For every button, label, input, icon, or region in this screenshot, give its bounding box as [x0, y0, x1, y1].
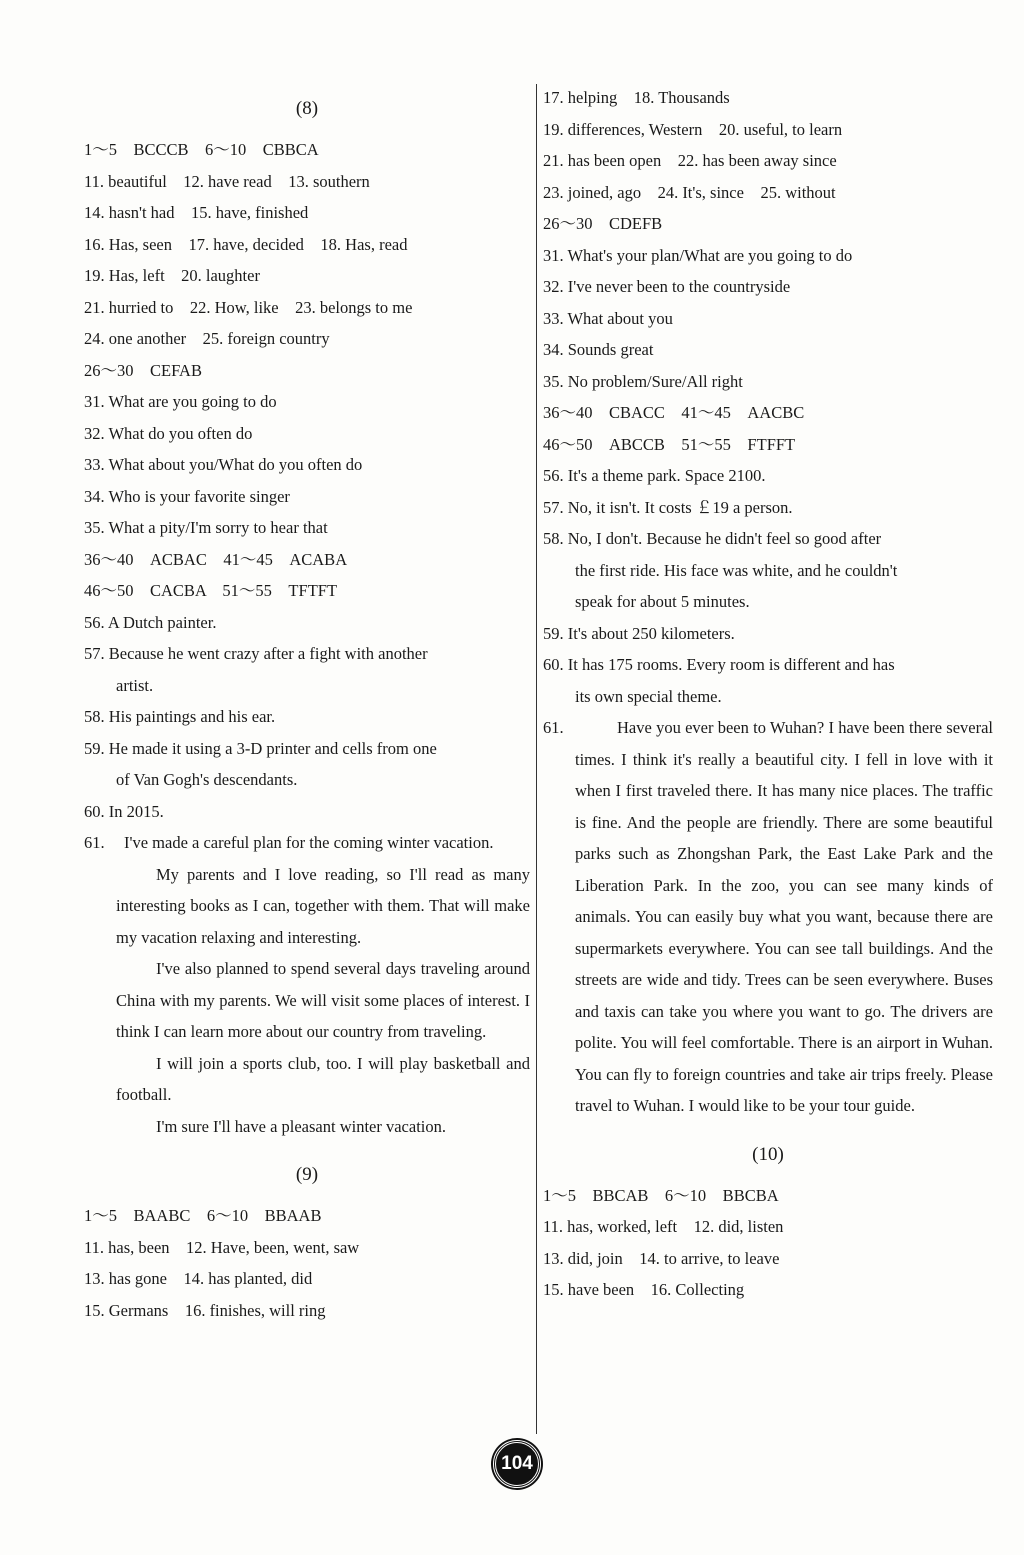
- answer-line: 15. Germans 16. finishes, will ring: [84, 1300, 326, 1320]
- answer-line: 19. Has, left 20. laughter: [84, 266, 260, 285]
- answer-line: 58. No, I don't. Because he didn't feel so good after: [543, 529, 882, 548]
- essay-paragraph: I will join a sports club, too. I will play basketball and football.: [116, 1053, 530, 1104]
- essay-answer-61-wuhan: [543, 712, 993, 1122]
- section-9-answers: [84, 1200, 530, 1326]
- answer-line: 31. What's your plan/What are you going to do: [543, 245, 853, 265]
- answer-line: 15. have been 16. Collecting: [543, 1280, 745, 1299]
- section-8-answers: [84, 134, 530, 827]
- answer-line: of Van Gogh's descendants.: [116, 770, 298, 789]
- answer-line: 35. No problem/Sure/All right: [543, 371, 743, 391]
- right-column: [543, 82, 993, 1306]
- answer-line: 33. What about you: [543, 308, 673, 328]
- essay-paragraph: I'm sure I'll have a pleasant winter vacation.: [156, 1116, 446, 1136]
- answer-line: 19. differences, Western 20. useful, to learn: [543, 119, 843, 139]
- answer-line: 32. What do you often do: [84, 423, 253, 443]
- page-number-badge: 104: [493, 1440, 541, 1488]
- answer-line: 1～5 BAABC 6～10 BBAAB: [84, 1206, 322, 1225]
- answer-line: the first ride. His face was white, and he couldn't: [575, 560, 898, 580]
- answer-line: 57. No, it isn't. It costs ￡19 a person.: [543, 497, 793, 517]
- essay-answer-61: [84, 827, 530, 1142]
- answer-line: 11. beautiful 12. have read 13. southern: [84, 171, 370, 191]
- answer-line: 26～30 CDEFB: [543, 214, 663, 233]
- answer-line: 36～40 ACBAC 41～45 ACABA: [84, 549, 348, 569]
- answer-line: 56. It's a theme park. Space 2100.: [543, 466, 766, 485]
- answer-line: 57. Because he went crazy after a fight with another: [84, 644, 428, 663]
- essay-number: 61.: [543, 718, 564, 737]
- answer-line: 1～5 BCCCB 6～10 CBBCA: [84, 140, 319, 159]
- answer-line: 11. has, worked, left 12. did, listen: [543, 1217, 784, 1236]
- essay-paragraph: I've also planned to spend several days traveling around China with my parents. We will visit some places of interest. I think I can learn more about our country from traveling.: [116, 959, 530, 1041]
- section-10-heading: (10): [752, 1143, 784, 1165]
- answer-line: 14. hasn't had 15. have, finished: [84, 203, 309, 222]
- answer-line: 46～50 CACBA 51～55 TFTFT: [84, 581, 338, 600]
- essay-paragraph: My parents and I love reading, so I'll read as many interesting books as I can, together with them. That will make my vacation relaxing and interesting.: [116, 864, 530, 947]
- answer-line: 13. did, join 14. to arrive, to leave: [543, 1248, 780, 1268]
- answer-line: 56. A Dutch painter.: [84, 612, 217, 632]
- answer-line: 26～30 CEFAB: [84, 360, 202, 380]
- answer-line: 11. has, been 12. Have, been, went, saw: [84, 1237, 360, 1257]
- answer-line: 46～50 ABCCB 51～55 FTFFT: [543, 434, 796, 454]
- answer-line: 58. His paintings and his ear.: [84, 707, 276, 726]
- answer-line: 36～40 CBACC 41～45 AACBC: [543, 403, 805, 422]
- answer-line: 24. one another 25. foreign country: [84, 329, 330, 348]
- answer-line: 34. Who is your favorite singer: [84, 486, 290, 506]
- answer-line: 16. Has, seen 17. have, decided 18. Has, read: [84, 234, 408, 254]
- answer-line: 21. hurried to 22. How, like 23. belongs to me: [84, 297, 413, 317]
- answer-line: 35. What a pity/I'm sorry to hear that: [84, 518, 328, 537]
- section-10-answers: [543, 1180, 993, 1306]
- answer-line: 13. has gone 14. has planted, did: [84, 1269, 313, 1288]
- essay-paragraph: I've made a careful plan for the coming winter vacation.: [124, 833, 494, 852]
- answer-line: 34. Sounds great: [543, 340, 654, 359]
- answer-line: 33. What about you/What do you often do: [84, 455, 363, 474]
- answer-line: 31. What are you going to do: [84, 392, 277, 411]
- section-9-heading: (9): [295, 1164, 319, 1185]
- left-column: [84, 78, 530, 1326]
- answer-line: 59. It's about 250 kilometers.: [543, 623, 735, 643]
- answer-line: 1～5 BBCAB 6～10 BBCBA: [543, 1185, 779, 1205]
- answer-line: 17. helping 18. Thousands: [543, 88, 730, 107]
- essay-number: 61.: [84, 833, 105, 852]
- answer-line: 60. It has 175 rooms. Every room is different and has: [543, 655, 895, 674]
- answer-line: 60. In 2015.: [84, 801, 164, 821]
- section-8-answers-continued: [543, 82, 993, 712]
- section-8-heading: (8): [295, 98, 319, 119]
- answer-line: 23. joined, ago 24. It's, since 25. without: [543, 182, 836, 202]
- essay-paragraph: Have you ever been to Wuhan? I have been there several times. I think it's really a beautiful city. I fell in love with it when I first traveled there. It has many nice places. The traffic is fine. And the people are friendly. There are some beautiful parks such as Zhongshan Park, the East Lake Park and the Liberation Park. In the zoo, you can see many kinds of animals. You can easily buy what you want, because there are supermarkets everywhere. You can see tall buildings. And the streets are wide and tidy. Trees can be seen everywhere. Buses and taxis can take you where you want to go. The drivers are polite. You will feel comfortable. There is an airport in Wuhan. You can fly to foreign countries and take air trips freely. Please travel to Wuhan. I would like to be your tour guide.: [575, 718, 993, 1115]
- answer-line: 32. I've never been to the countryside: [543, 277, 791, 296]
- answer-line: 21. has been open 22. has been away since: [543, 151, 837, 170]
- column-divider: [536, 84, 537, 1434]
- answer-line: artist.: [116, 675, 154, 695]
- answer-line: speak for about 5 minutes.: [575, 592, 750, 611]
- answer-line: 59. He made it using a 3-D printer and cells from one: [84, 738, 437, 758]
- answer-line: its own special theme.: [575, 686, 722, 706]
